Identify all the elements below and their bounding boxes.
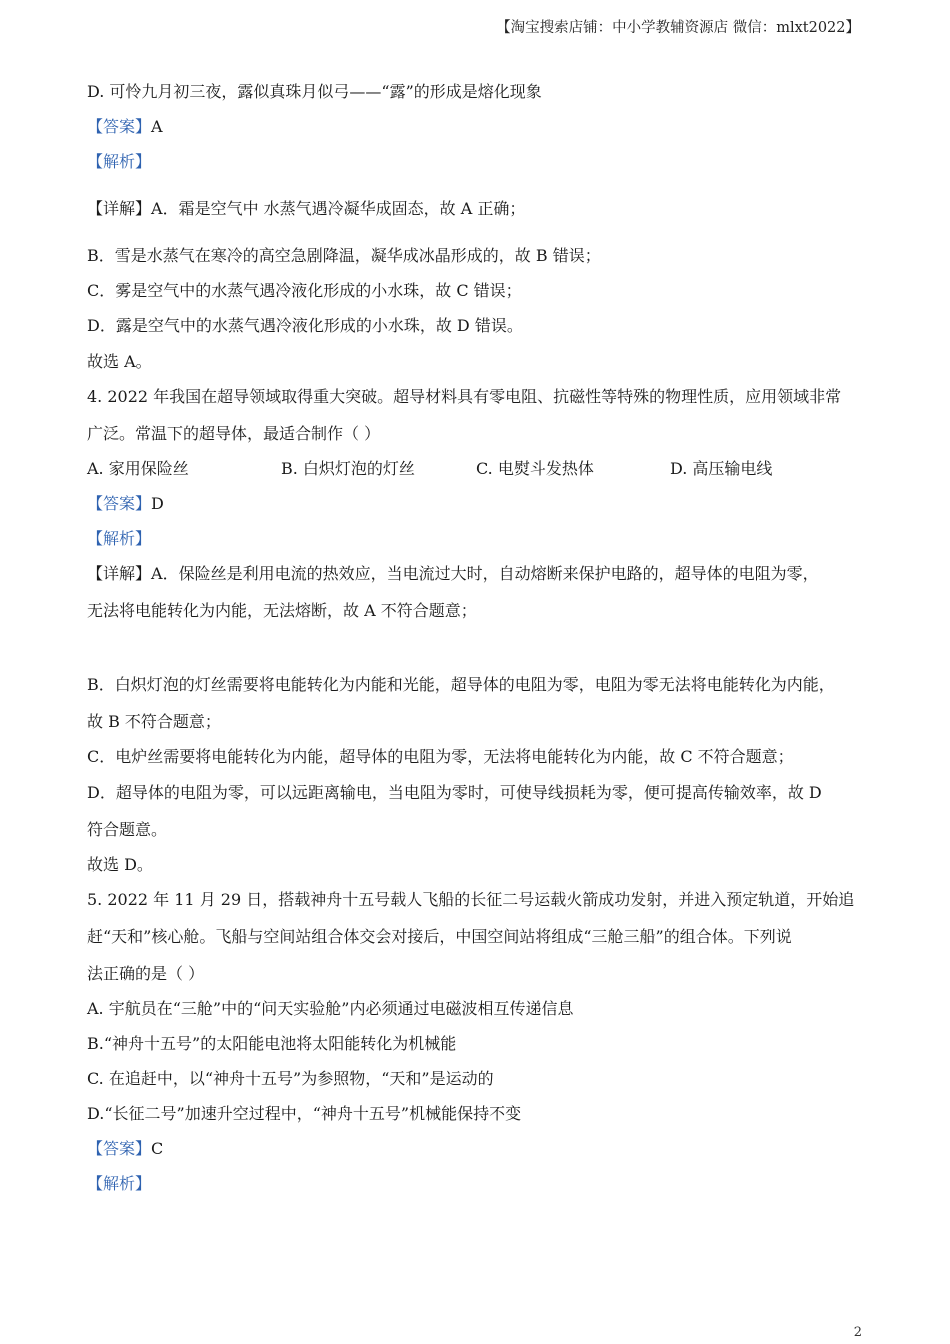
page-header: 【淘宝搜索店铺：中小学教辅资源店 微信：mlxt2022】 bbox=[496, 20, 860, 36]
q4-option-c: C. 电熨斗发热体 bbox=[476, 459, 594, 478]
q4-stem-2: 广泛。常温下的超导体，最适合制作（ ） bbox=[87, 424, 381, 443]
q4-detail-c: C．电炉丝需要将电能转化为内能，超导体的电阻为零，无法将电能转化为内能，故 C 不符合题意； bbox=[87, 747, 794, 766]
q3-conclusion: 故选 A。 bbox=[87, 352, 152, 371]
answer-tag: 【答案】 bbox=[87, 117, 152, 136]
q4-detail-d-1: D．超导体的电阻为零，可以远距离输电，当电阻为零时，可使导线损耗为零，便可提高传输效率，故 D bbox=[87, 783, 822, 802]
q3-detail-b: B．雪是水蒸气在寒冷的高空急剧降温，凝华成冰晶形成的，故 B 错误； bbox=[87, 246, 601, 265]
answer-tag: 【答案】 bbox=[87, 1139, 152, 1158]
q4-stem-1: 4. 2022 年我国在超导领域取得重大突破。超导材料具有零电阻、抗磁性等特殊的物理性质，应用领域非常 bbox=[87, 387, 842, 406]
q3-answer-line bbox=[87, 116, 163, 138]
q4-detail-b-2: 故 B 不符合题意； bbox=[87, 712, 221, 731]
q5-stem-2: 赶“天和”核心舱。飞船与空间站组合体交会对接后，中国空间站将组成“三舱三船”的组合体。下列说 bbox=[87, 927, 792, 946]
q4-analysis-tag: 【解析】 bbox=[87, 529, 152, 548]
q3-analysis-tag: 【解析】 bbox=[87, 152, 152, 171]
q5-option-b: B.“神舟十五号”的太阳能电池将太阳能转化为机械能 bbox=[87, 1034, 457, 1053]
answer-value: A bbox=[151, 117, 163, 136]
answer-value: C bbox=[151, 1139, 164, 1158]
q5-stem-1: 5. 2022 年 11 月 29 日，搭载神舟十五号载人飞船的长征二号运载火箭成功发射，并进入预定轨道，开始追 bbox=[87, 890, 855, 909]
answer-value: D bbox=[151, 494, 164, 513]
q3-detail-c: C．雾是空气中的水蒸气遇冷液化形成的小水珠，故 C 错误； bbox=[87, 281, 522, 300]
q5-analysis-tag: 【解析】 bbox=[87, 1174, 152, 1193]
page-number: 2 bbox=[853, 1325, 862, 1340]
detail-tag: 【详解】 bbox=[87, 564, 152, 583]
q4-option-d: D. 高压输电线 bbox=[670, 459, 773, 478]
q4-answer-line bbox=[87, 493, 164, 515]
q5-option-a: A. 宇航员在“三舱”中的“问天实验舱”内必须通过电磁波相互传递信息 bbox=[87, 999, 574, 1018]
q4-detail-d-2: 符合题意。 bbox=[87, 820, 168, 839]
q5-option-d: D.“长征二号”加速升空过程中，“神舟十五号”机械能保持不变 bbox=[87, 1104, 522, 1123]
q4-detail-a-2: 无法将电能转化为内能，无法熔断，故 A 不符合题意； bbox=[87, 601, 477, 620]
q5-stem-3: 法正确的是（ ） bbox=[87, 964, 205, 983]
answer-tag: 【答案】 bbox=[87, 494, 152, 513]
q5-option-c: C. 在追赶中，以“神舟十五号”为参照物，“天和”是运动的 bbox=[87, 1069, 494, 1088]
q4-option-b: B. 白炽灯泡的灯丝 bbox=[281, 459, 415, 478]
q3-option-d: D. 可怜九月初三夜，露似真珠月似弓——“露”的形成是熔化现象 bbox=[87, 82, 542, 101]
q4-conclusion: 故选 D。 bbox=[87, 855, 153, 874]
q4-option-a: A. 家用保险丝 bbox=[87, 459, 189, 478]
q4-detail-b-1: B．白炽灯泡的灯丝需要将电能转化为内能和光能，超导体的电阻为零，电阻为零无法将电能转化为内能， bbox=[87, 675, 835, 694]
q4-detail-a-1: 【详解】A．保险丝是利用电流的热效应，当电流过大时，自动熔断来保护电路的，超导体的电阻为零， bbox=[87, 564, 819, 583]
q5-answer-line bbox=[87, 1138, 163, 1160]
q3-detail-d: D．露是空气中的水蒸气遇冷液化形成的小水珠，故 D 错误。 bbox=[87, 316, 523, 335]
q3-detail-a: 【详解】A．霜是空气中 水蒸气遇冷凝华成固态，故 A 正确； bbox=[87, 199, 526, 218]
detail-tag: 【详解】 bbox=[87, 199, 152, 218]
